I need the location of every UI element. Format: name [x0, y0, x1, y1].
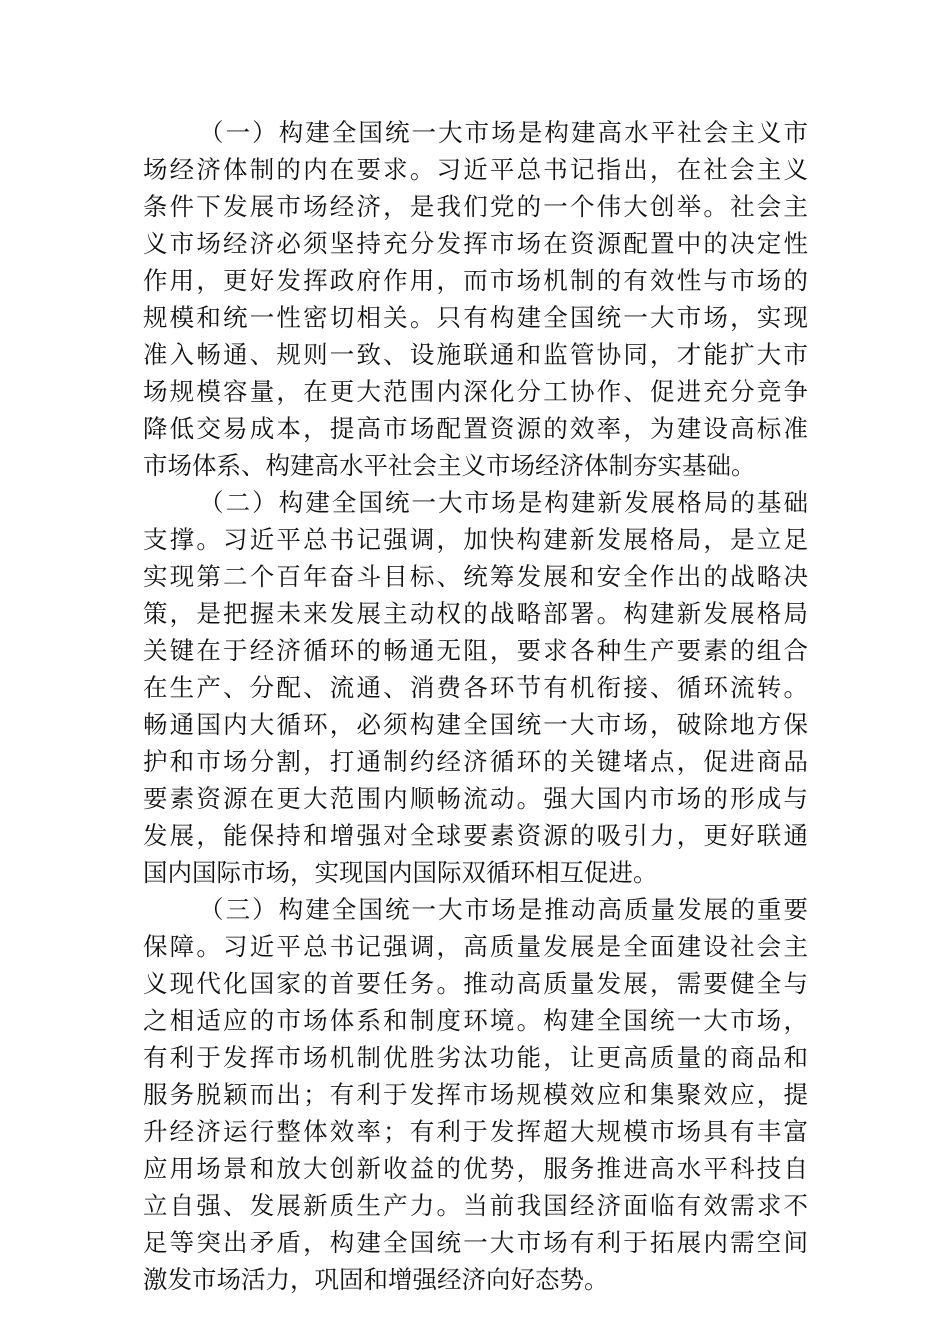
paragraph-line: 保障。习近平总书记强调，高质量发展是全面建设社会主 — [143, 932, 808, 961]
paragraph-line: 服务脱颖而出；有利于发挥市场规模效应和集聚效应，提 — [143, 1080, 808, 1109]
paragraph-3 — [143, 891, 808, 1298]
paragraph-line: 场经济体制的内在要求。习近平总书记指出，在社会主义 — [143, 155, 808, 184]
paragraph-line: 立自强、发展新质生产力。当前我国经济面临有效需求不 — [143, 1191, 808, 1220]
paragraph-line: 条件下发展市场经济，是我们党的一个伟大创举。社会主 — [143, 192, 808, 221]
paragraph-line: 支撑。习近平总书记强调，加快构建新发展格局，是立足 — [143, 525, 808, 554]
paragraph-line: 应用场景和放大创新收益的优势，服务推进高水平科技自 — [143, 1154, 808, 1183]
paragraph-line: 有利于发挥市场机制优胜劣汰功能，让更高质量的商品和 — [143, 1043, 808, 1072]
paragraph-line: 义市场经济必须坚持充分发挥市场在资源配置中的决定性 — [143, 229, 808, 258]
paragraph-1 — [143, 114, 808, 484]
paragraph-line: 护和市场分割，打通制约经济循环的关键堵点，促进商品 — [143, 747, 808, 776]
paragraph-line: 策，是把握未来发展主动权的战略部署。构建新发展格局 — [143, 599, 808, 628]
paragraph-line: 场规模容量，在更大范围内深化分工协作、促进充分竞争 — [143, 377, 808, 406]
paragraph-line: 国内国际市场，实现国内国际双循环相互促进。 — [143, 858, 658, 887]
paragraph-line: （二）构建全国统一大市场是构建新发展格局的基础 — [199, 488, 808, 517]
paragraph-line: 义现代化国家的首要任务。推动高质量发展，需要健全与 — [143, 969, 808, 998]
paragraph-line: 升经济运行整体效率；有利于发挥超大规模市场具有丰富 — [143, 1117, 808, 1146]
paragraph-line: 降低交易成本，提高市场配置资源的效率，为建设高标准 — [143, 414, 808, 443]
paragraph-line: 要素资源在更大范围内顺畅流动。强大国内市场的形成与 — [143, 784, 808, 813]
paragraph-line: 实现第二个百年奋斗目标、统筹发展和安全作出的战略决 — [143, 562, 808, 591]
paragraph-line: 市场体系、构建高水平社会主义市场经济体制夯实基础。 — [143, 451, 756, 480]
paragraph-line: （三）构建全国统一大市场是推动高质量发展的重要 — [199, 895, 808, 924]
paragraph-line: 发展，能保持和增强对全球要素资源的吸引力，更好联通 — [143, 821, 808, 850]
paragraph-line: 关键在于经济循环的畅通无阻，要求各种生产要素的组合 — [143, 636, 808, 665]
paragraph-line: 规模和统一性密切相关。只有构建全国统一大市场，实现 — [143, 303, 808, 332]
paragraph-line: 足等突出矛盾，构建全国统一大市场有利于拓展内需空间 — [143, 1228, 808, 1257]
paragraph-line: 之相适应的市场体系和制度环境。构建全国统一大市场， — [143, 1006, 808, 1035]
paragraph-line: 畅通国内大循环，必须构建全国统一大市场，破除地方保 — [143, 710, 808, 739]
paragraph-line: 作用，更好发挥政府作用，而市场机制的有效性与市场的 — [143, 266, 808, 295]
paragraph-line: （一）构建全国统一大市场是构建高水平社会主义市 — [199, 118, 808, 147]
document-body — [143, 114, 808, 1298]
paragraph-2 — [143, 484, 808, 891]
paragraph-line: 准入畅通、规则一致、设施联通和监管协同，才能扩大市 — [143, 340, 808, 369]
paragraph-line: 激发市场活力，巩固和增强经济向好态势。 — [143, 1265, 609, 1294]
paragraph-line: 在生产、分配、流通、消费各环节有机衔接、循环流转。 — [143, 673, 808, 702]
